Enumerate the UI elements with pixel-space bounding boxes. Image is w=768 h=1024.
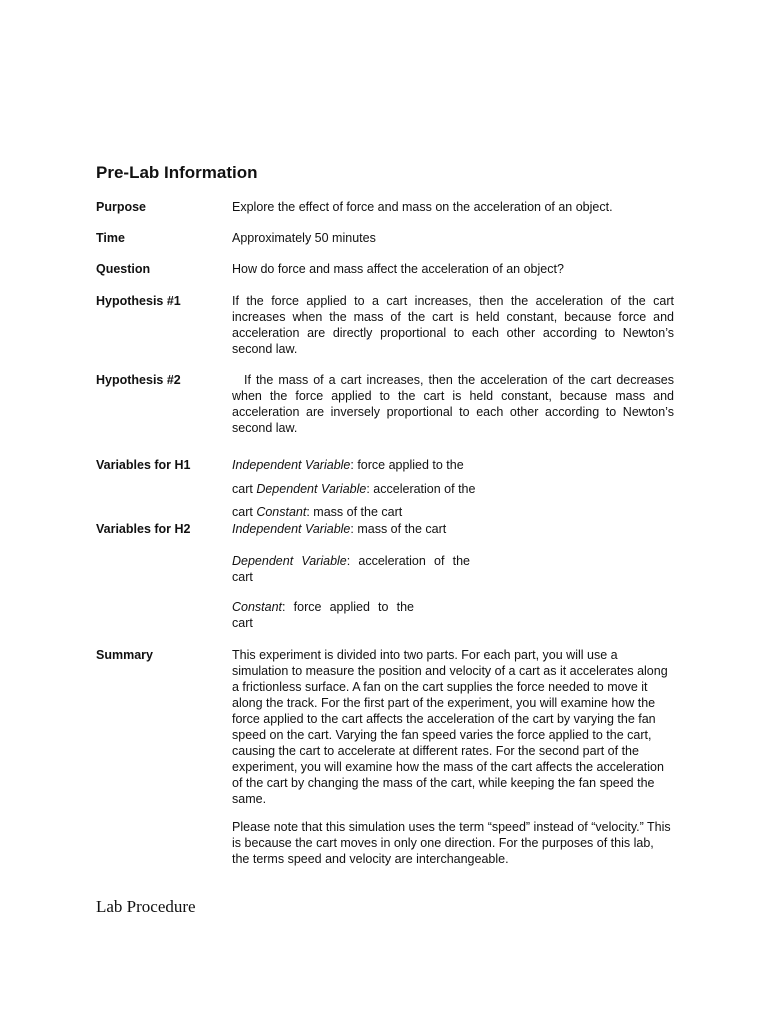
constant-term: Constant bbox=[256, 505, 307, 519]
summary-paragraph-1: This experiment is divided into two parts. For each part, you will use a simulation to measure the position and velocity of a cart as it accelerates along a frictionless surface. A fan on the cart supplies the force needed to move it along the track. For the first part of the experiment, you will examine how the force applied to the cart affects the acceleration of the cart by varying the fan speed on the cart. Varying the fan speed varies the force applied to the cart, causing the cart to accelerate at different rates. For the second part of the experiment, you will examine how the mass of the cart affects the acceleration of the cart by changing the mass of the cart, while keeping the fan speed the same. bbox=[232, 648, 668, 806]
hypothesis2-text: If the mass of a cart increases, then the acceleration of the cart decreases when the force applied to the cart is held constant, because mass and acceleration are inversely proportional to each other according to Newton’s second law. bbox=[232, 373, 674, 435]
hypothesis2-label: Hypothesis #2 bbox=[96, 373, 181, 387]
independent-variable-term: Independent Variable bbox=[232, 522, 351, 536]
hypothesis1-text: If the force applied to a cart increases, then the acceleration of the cart increases when the mass of the cart is held constant, because force and acceleration are directly proportional to each other according to Newton’s second law. bbox=[232, 294, 674, 356]
dependent-variable-term: Dependent Variable bbox=[256, 482, 367, 496]
variables-h1-label: Variables for H1 bbox=[96, 458, 191, 472]
lab-procedure-heading: Lab Procedure bbox=[96, 897, 196, 916]
h1-constant bbox=[232, 504, 402, 520]
purpose-label: Purpose bbox=[96, 200, 147, 214]
summary-paragraph-2: Please note that this simulation uses the term “speed” instead of “velocity.” This is because the cart moves in only one direction. For the purposes of this lab, the terms speed and velocity are interchangeable. bbox=[232, 820, 671, 866]
constant-lead: cart bbox=[232, 505, 257, 519]
independent-variable-term: Independent Variable bbox=[232, 458, 351, 472]
independent-variable-value: : mass of the cart bbox=[350, 522, 447, 536]
h1-independent-variable bbox=[232, 457, 464, 473]
independent-variable-value: : force applied to the bbox=[350, 458, 464, 472]
purpose-text: Explore the effect of force and mass on the acceleration of an object. bbox=[232, 200, 613, 214]
question-label: Question bbox=[96, 262, 151, 276]
question-text: How do force and mass affect the acceleration of an object? bbox=[232, 262, 564, 276]
h1-dependent-variable bbox=[232, 481, 475, 497]
dependent-variable-term: Dependent Variable bbox=[232, 554, 347, 568]
page-title: Pre-Lab Information bbox=[96, 163, 258, 182]
hypothesis1-label: Hypothesis #1 bbox=[96, 294, 181, 308]
h2-constant bbox=[232, 599, 414, 631]
variables-h2-label: Variables for H2 bbox=[96, 522, 191, 536]
constant-value: : mass of the cart bbox=[306, 505, 403, 519]
dependent-variable-value: : acceleration of the cart bbox=[232, 554, 470, 584]
dependent-variable-value: : acceleration of the bbox=[366, 482, 476, 496]
h2-dependent-variable bbox=[232, 553, 470, 585]
constant-term: Constant bbox=[232, 600, 283, 614]
dependent-variable-lead: cart bbox=[232, 482, 257, 496]
time-label: Time bbox=[96, 231, 125, 245]
summary-label: Summary bbox=[96, 648, 153, 662]
h2-independent-variable bbox=[232, 521, 446, 537]
constant-value: : force applied to the cart bbox=[232, 600, 414, 630]
time-text: Approximately 50 minutes bbox=[232, 231, 376, 245]
